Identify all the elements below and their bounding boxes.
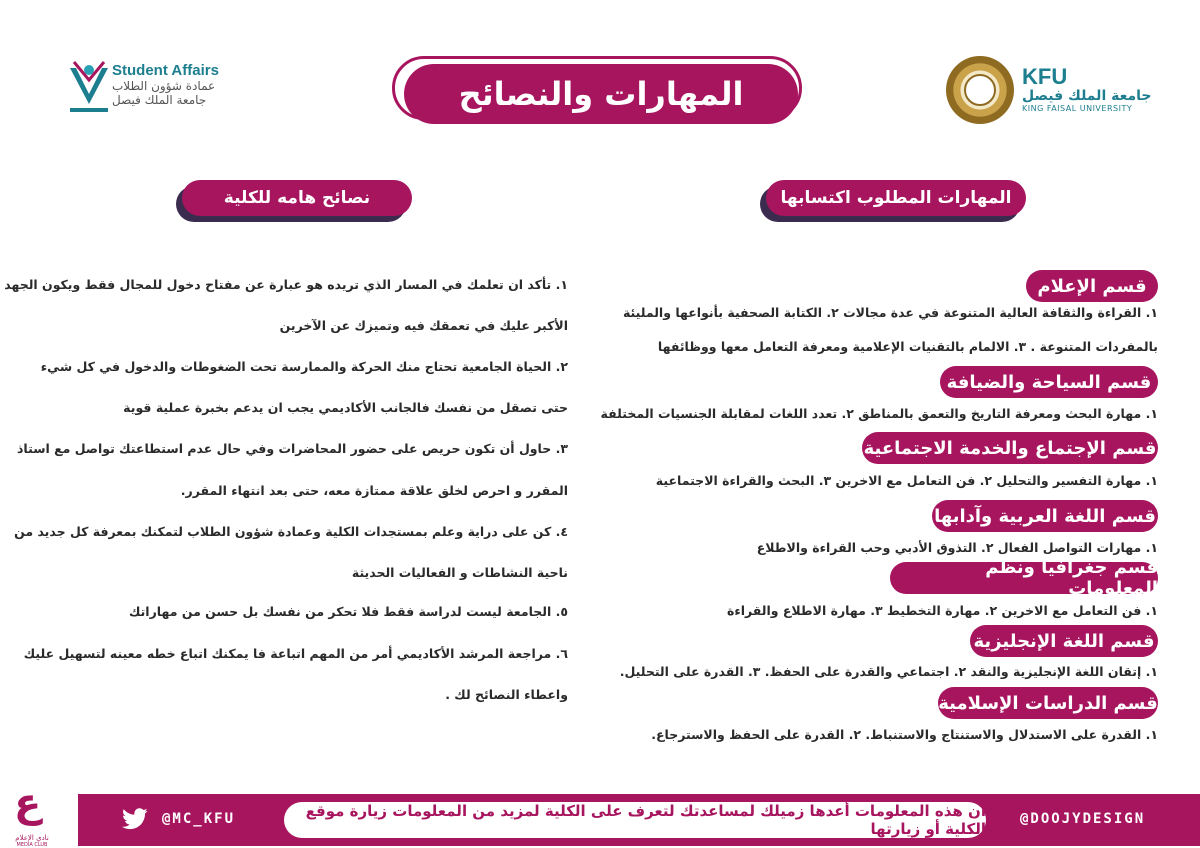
advice-line-10: ٦. مراجعة المرشد الأكاديمي أمر من المهم اتباعة فا يمكنك اتباع خطه معينه لتسهيل عليك [23,646,568,661]
twitter-icon[interactable] [122,808,148,830]
advice-line-5: ٣. حاول أن تكون حريص على حضور المحاضرات وفي حال عدم استطاعتك تواصل مع استاذ [16,441,568,456]
advice-line-9: ٥. الجامعة ليست لدراسة فقط فلا تحكر من نفسك بل حسن من مهاراتك [128,604,568,619]
page-title: المهارات والنصائح [404,64,798,124]
advice-line-2: الأكبر عليك في تعمقك فيه وتميزك عن الآخرين [279,318,568,333]
skills-heading-label: المهارات المطلوب اكتسابها [766,180,1026,216]
dept-media: قسم الإعلام [1026,270,1158,302]
advice-line-11: واعطاء النصائح لك . [445,687,568,702]
kfu-seal-logo [946,56,1014,124]
kfu-name-ar: جامعة الملك فيصل [1022,88,1152,104]
dept-english-line-1: ١. إتقان اللغة الإنجليزية والنقد ٢. اجتماعي والقدرة على الحفظ. ٣. القدرة على التحليل. [619,664,1158,679]
advice-line-6: المقرر و احرص لخلق علاقة ممتازة معه، حتى بعد انتهاء المقرر. [180,483,568,498]
dept-arabic-line-1: ١. مهارات التواصل الفعال ٢. التذوق الأدبي وحب القراءة والاطلاع [756,540,1158,555]
dept-media-line-1: ١. القراءة والثقافة العالية المتنوعة في عدة مجالات ٢. الكتابة الصحفية بأنواعها والمليئة [622,305,1158,320]
advice-heading-label: نصائح هامه للكلية [182,180,412,216]
dept-media-line-2: بالمفردات المتنوعة . ٣. الالمام بالتقنيات الإعلامية ومعرفة التعامل معها ووظائفها [657,339,1158,354]
student-affairs-ar-2: جامعة الملك فيصل [112,93,207,107]
advice-heading [176,180,412,216]
media-club-glyph: ع [14,780,42,826]
media-club-name-ar: نادي الإعلام [15,834,49,842]
dept-tourism: قسم السياحة والضيافة [940,366,1158,398]
advice-line-1: ١. تأكد ان تعلمك في المسار الذي تريده هو عبارة عن مفتاح دخول للمجال فقط ويكون الجهد [4,277,568,292]
advice-line-4: حتى تصقل من نفسك فالجانب الأكاديمي يجب ان يدعم بخبرة عملية قوية [123,400,568,415]
designer-handle[interactable]: @DOOJYDESIGN [1020,811,1146,827]
kfu-abbr: KFU [1022,64,1068,89]
media-club-name-en: MEDIA CLUB [16,842,48,848]
student-affairs-logo [66,58,112,116]
dept-english: قسم اللغة الإنجليزية [970,625,1158,657]
dept-sociology-line-1: ١. مهارة التفسير والتحليل ٢. فن التعامل مع الاخرين ٣. البحث والقراءة الاجتماعية [655,473,1158,488]
dept-geography: قسم جغرافيا ونظم المعلومات [890,562,1158,594]
dept-arabic: قسم اللغة العربية وآدابها [932,500,1158,532]
dept-islamic: قسم الدراسات الإسلامية [938,687,1158,719]
dept-sociology: قسم الإجتماع والخدمة الاجتماعية [862,432,1158,464]
advice-line-7: ٤. كن على دراية وعلم بمستجدات الكلية وعمادة شؤون الطلاب لتمكنك بمعرفة كل جديد من [14,524,568,539]
student-affairs-text [112,62,232,107]
student-affairs-ar-1: عمادة شؤون الطلاب [112,79,216,93]
skills-heading [760,180,1026,216]
dept-geography-line-1: ١. فن التعامل مع الاخرين ٢. مهارة التخطيط ٣. مهارة الاطلاع والقراءة [726,603,1158,618]
student-affairs-en: Student Affairs [112,62,219,79]
dept-tourism-line-1: ١. مهارة البحث ومعرفة التاريخ والتعمق بالمناطق ٢. تعدد اللغات لمقابلة الجنسيات المختلفة [600,406,1158,421]
dept-islamic-line-1: ١. القدرة على الاستدلال والاستنتاج والاستنباط. ٢. القدرة على الحفظ والاسترجاع. [651,727,1158,742]
twitter-handle[interactable]: @MC_KFU [162,811,236,827]
kfu-logo-text [1022,64,1152,113]
footer-notice: ان هذه المعلومات أعدها زميلك لمساعدتك لتعرف على الكلية لمزيد من المعلومات زيارة موقع الكلية أو زيارتها [284,802,986,838]
advice-line-3: ٢. الحياة الجامعية تحتاج منك الحركة والممارسة تحت الضغوطات والدخول في كل شيء [40,359,568,374]
media-club-label [2,834,62,848]
kfu-name-en: KING FAISAL UNIVERSITY [1022,104,1133,113]
page-title-badge [392,56,806,126]
advice-line-8: ناحية النشاطات و الفعاليات الحديثة [351,565,568,580]
